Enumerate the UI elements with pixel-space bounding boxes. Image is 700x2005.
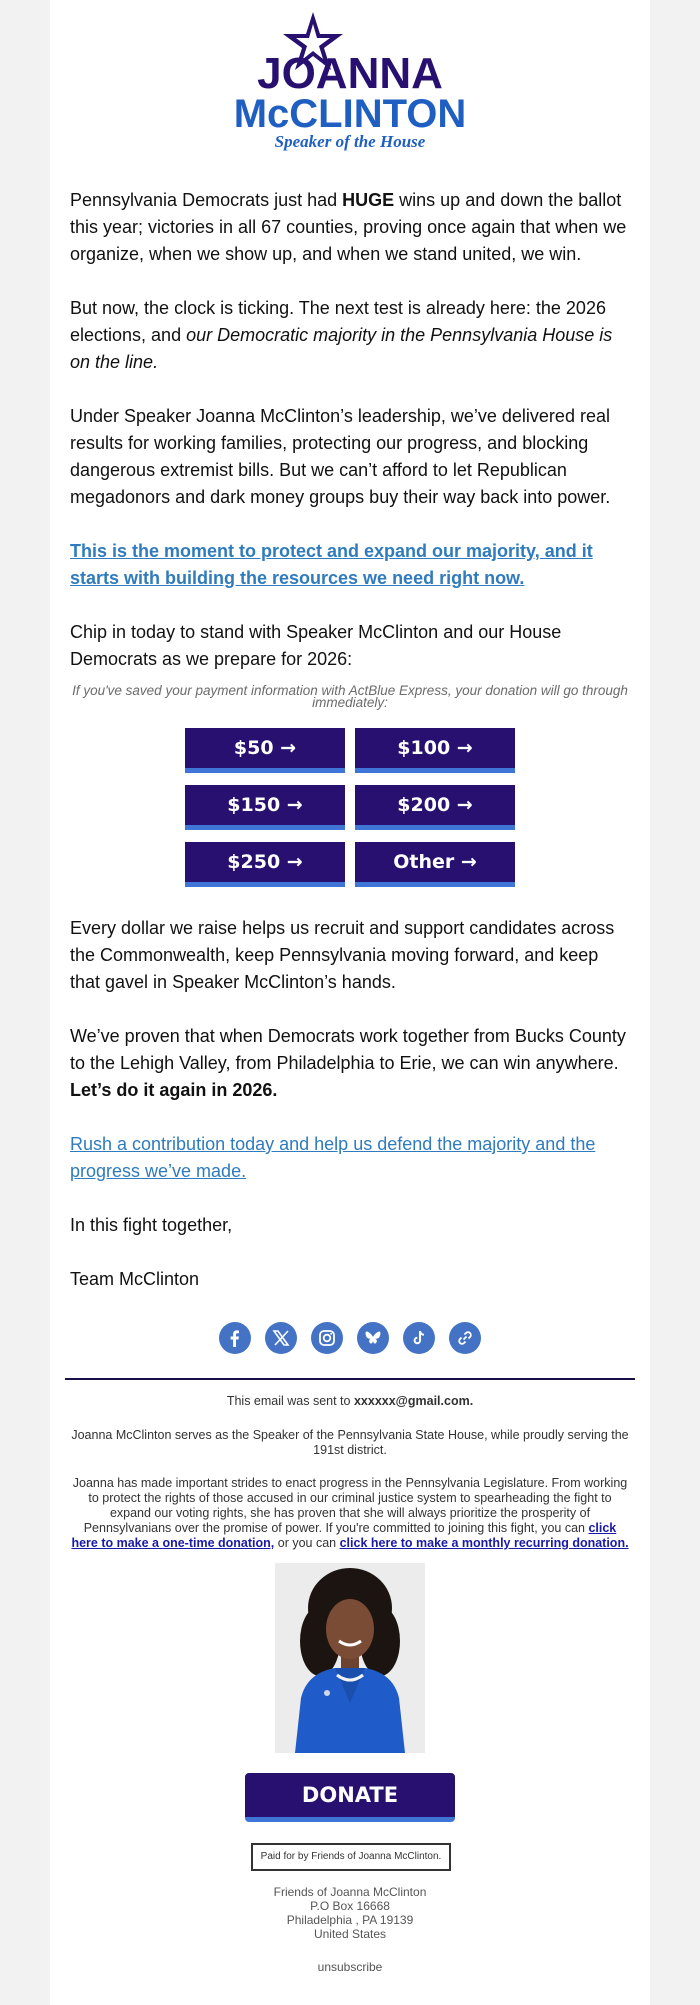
closing-line xyxy=(70,1212,630,1239)
p6-bold: Let’s do it again in 2026. xyxy=(70,1080,278,1100)
donate-50-button[interactable]: $50 → xyxy=(185,728,345,773)
donate-other-button[interactable]: Other → xyxy=(355,842,515,887)
cta-link-block xyxy=(70,538,630,592)
signature-line xyxy=(70,1266,630,1293)
p1-text-after: wins up and down the ballot this year; victories in all 67 counties, proving once again that when we organize, when we show up, and when we stand united, we win. xyxy=(70,190,627,264)
footer-divider xyxy=(65,1378,635,1380)
logo-name-line2: McCLINTON xyxy=(233,92,467,136)
donate-250-button[interactable]: $250 → xyxy=(185,842,345,887)
p3-text: Under Speaker Joanna McClinton’s leadership, we’ve delivered real results for working families, protecting our progress, and blocking dangerous extremist bills. But we can’t afford to let Republican megadonors and dark money groups buy their way back into power. xyxy=(70,406,611,507)
instagram-icon[interactable] xyxy=(311,1322,343,1354)
sent-to-line xyxy=(70,1394,630,1409)
paragraph-proven xyxy=(70,1023,630,1104)
x-icon[interactable] xyxy=(265,1322,297,1354)
social-icons-row xyxy=(50,1322,650,1358)
monthly-donation-link[interactable]: click here to make a monthly recurring donation. xyxy=(339,1536,629,1550)
campaign-logo xyxy=(50,10,650,155)
paragraph-chip-in xyxy=(70,619,630,673)
p4-text: Chip in today to stand with Speaker McClinton and our House Democrats as we prepare for 2026: xyxy=(70,622,562,669)
logo-name-line1: JOANNA xyxy=(257,49,443,98)
p1-bold: HUGE xyxy=(342,190,395,210)
facebook-icon[interactable] xyxy=(219,1322,251,1354)
p1-text: Pennsylvania Democrats just had xyxy=(70,190,343,210)
p2-text: But now, the clock is ticking. The next test is already here: the 2026 elections, and xyxy=(70,298,606,345)
serves-text xyxy=(70,1428,630,1458)
signature-text: Team McClinton xyxy=(70,1269,200,1289)
closing-text: In this fight together, xyxy=(70,1215,233,1235)
paragraph-huge-wins xyxy=(70,187,630,268)
mailing-address xyxy=(50,1885,650,1941)
or-text: or you can xyxy=(274,1536,340,1550)
paragraph-clock-ticking xyxy=(70,295,630,376)
donate-100-button[interactable]: $100 → xyxy=(355,728,515,773)
paragraph-leadership xyxy=(70,403,630,511)
address-po-box: P.O Box 16668 xyxy=(310,1899,390,1913)
logo-graphic xyxy=(220,10,480,155)
actblue-note: If you've saved your payment information with ActBlue Express, your donation will go through immediately: xyxy=(72,683,628,710)
contribution-link-block xyxy=(70,1131,630,1185)
serves-paragraph: Joanna McClinton serves as the Speaker of the Pennsylvania State House, while proudly serving the 191st district. xyxy=(71,1428,629,1457)
paid-for-disclaimer: Paid for by Friends of Joanna McClinton. xyxy=(251,1843,451,1871)
rush-contribution-link[interactable]: Rush a contribution today and help us defend the majority and the progress we’ve made. xyxy=(70,1134,596,1181)
donate-150-button[interactable]: $150 → xyxy=(185,785,345,830)
p2-italic: our Democratic majority in the Pennsylvania House is on the line. xyxy=(70,325,613,372)
tiktok-icon[interactable] xyxy=(403,1322,435,1354)
strides-paragraph: Joanna has made important strides to enact progress in the Pennsylvania Legislature. From working to protect the rights of those accused in our criminal justice system to spearheading the fight to expand our voting rights, she has proven that she will always prioritize the prosperity of Pennsylvanians over the promise of power. If you're committed to joining this fight, you can xyxy=(72,1476,628,1535)
one-time-donation-link[interactable]: click here to make a one-time donation, xyxy=(71,1521,617,1550)
paragraph-every-dollar xyxy=(70,915,630,996)
logo-subtitle: Speaker of the House xyxy=(274,132,426,151)
link-icon[interactable] xyxy=(449,1322,481,1354)
donate-200-button[interactable]: $200 → xyxy=(355,785,515,830)
email-page xyxy=(50,0,650,2005)
address-country: United States xyxy=(313,1927,387,1941)
sent-to-prefix: This email was sent to xyxy=(226,1394,354,1408)
bluesky-icon[interactable] xyxy=(357,1322,389,1354)
unsubscribe-link[interactable]: unsubscribe xyxy=(317,1960,383,1974)
p5-text: Every dollar we raise helps us recruit and support candidates across the Commonwealth, keep Pennsylvania moving forward, and keep that gavel in Speaker McClinton’s hands. xyxy=(70,918,615,992)
candidate-photo xyxy=(275,1563,425,1753)
address-city: Philadelphia , PA 19139 xyxy=(286,1913,414,1927)
strides-text xyxy=(70,1476,630,1551)
donate-button[interactable]: DONATE xyxy=(245,1773,455,1822)
p6-text: We’ve proven that when Democrats work together from Bucks County to the Lehigh Valley, from Philadelphia to Erie, we can win anywhere. xyxy=(70,1026,626,1073)
recipient-email: xxxxxx@gmail.com. xyxy=(353,1394,474,1408)
protect-majority-link[interactable]: This is the moment to protect and expand our majority, and it starts with building the resources we need right now. xyxy=(70,541,593,588)
address-org: Friends of Joanna McClinton xyxy=(273,1885,427,1899)
